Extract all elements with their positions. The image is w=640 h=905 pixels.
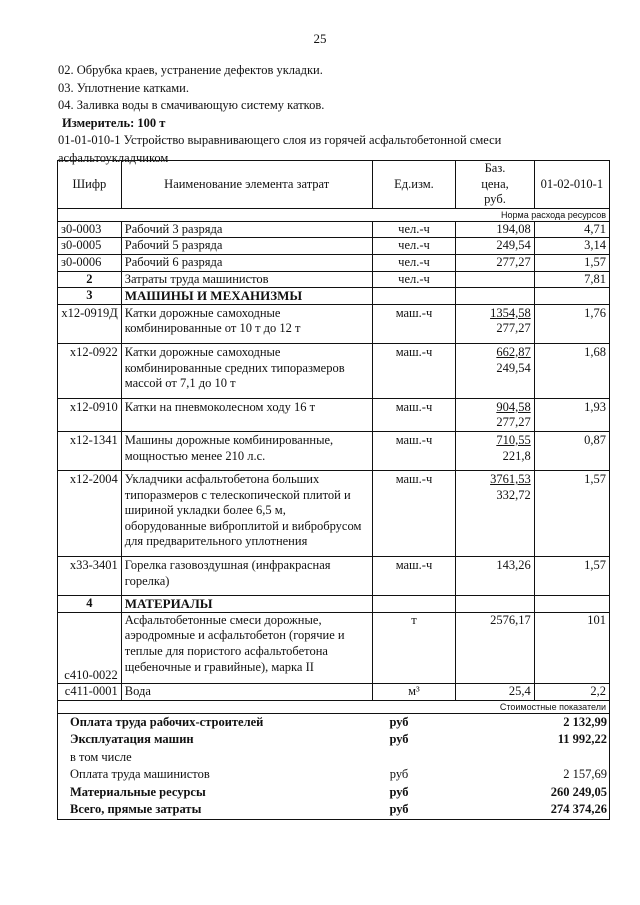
- row-code: з0-0005: [58, 238, 122, 255]
- summary-row: [58, 801, 611, 819]
- summary-label: Эксплуатация машин: [70, 732, 194, 747]
- row-unit: маш.-ч: [372, 431, 456, 470]
- workers-group: [58, 221, 610, 271]
- summary-row: [58, 749, 611, 767]
- section-row: [58, 288, 610, 305]
- base-price: 143,26: [496, 558, 531, 573]
- table-row: [58, 471, 610, 557]
- empty-cell: [534, 288, 609, 305]
- row-name: Катки дорожные самоходные комбинированные средних типоразмеров массой от 7,1 до 10 т: [121, 343, 372, 398]
- table-row: [58, 238, 610, 255]
- page-number: 25: [313, 31, 327, 46]
- row-price: 277,27: [456, 254, 534, 271]
- machinist-wage: 277,27: [496, 321, 531, 336]
- summary-value: 260 249,05: [550, 784, 607, 799]
- table-row: [58, 557, 610, 596]
- row-qty: 1,57: [534, 557, 609, 596]
- section-title: МАТЕРИАЛЫ: [121, 596, 372, 613]
- empty-cell: [372, 596, 456, 613]
- summary-value: 2 157,69: [563, 767, 607, 782]
- row-code: с410-0022: [58, 612, 122, 683]
- intro-line: 03. Уплотнение катками.: [58, 80, 189, 95]
- table-row: [58, 684, 610, 701]
- row-unit: маш.-ч: [372, 398, 456, 431]
- row-qty: 101: [534, 612, 609, 683]
- summary-value: 274 374,26: [550, 802, 607, 817]
- summary-row-container: [58, 713, 610, 819]
- table-title-line: асфальтоукладчиком: [58, 150, 169, 165]
- row-unit: маш.-ч: [372, 557, 456, 596]
- row-unit: чел.-ч: [372, 254, 456, 271]
- header-norm: 01-02-010-1: [534, 161, 609, 209]
- empty-cell: [439, 784, 514, 802]
- row-name: Катки дорожные самоходные комбинированные от 10 т до 12 т: [121, 304, 372, 343]
- header-code: Шифр: [58, 161, 122, 209]
- section-number: 3: [58, 288, 122, 305]
- header-name: Наименование элемента затрат: [121, 161, 372, 209]
- empty-cell: [534, 596, 609, 613]
- empty-cell: [439, 766, 514, 784]
- row-code: х12-1341: [58, 431, 122, 470]
- row-code: 2: [58, 271, 122, 288]
- summary-unit: руб: [389, 802, 409, 817]
- row-price: [456, 304, 534, 343]
- row-price: [456, 471, 534, 557]
- row-unit: чел.-ч: [372, 238, 456, 255]
- empty-cell: [456, 596, 534, 613]
- row-name: Машины дорожные комбинированные, мощностью менее 210 л.с.: [121, 431, 372, 470]
- header-unit: Ед.изм.: [372, 161, 456, 209]
- base-price: 710,55: [496, 432, 531, 447]
- cost-caption: Стоимостные показатели: [58, 700, 610, 713]
- cost-table: [57, 160, 610, 820]
- summary-row: [58, 766, 611, 784]
- base-price: 662,87: [496, 344, 531, 359]
- row-unit: чел.-ч: [372, 221, 456, 238]
- row-unit: маш.-ч: [372, 471, 456, 557]
- row-name: Рабочий 6 разряда: [121, 254, 372, 271]
- row-price: 194,08: [456, 221, 534, 238]
- machinist-wage: 249,54: [496, 360, 531, 375]
- table-row: [58, 612, 610, 683]
- intro-line: 02. Обрубка краев, устранение дефектов укладки.: [58, 63, 323, 77]
- section-number: 4: [58, 596, 122, 613]
- table-title-line: 01-01-010-1 Устройство выравнивающего слоя из горячей асфальтобетонной смеси: [58, 133, 502, 147]
- base-price: 3761,53: [490, 472, 531, 487]
- row-qty: 0,87: [534, 431, 609, 470]
- row-name: Горелка газовоздушная (инфракрасная горелка): [121, 557, 372, 596]
- row-code: х12-0922: [58, 343, 122, 398]
- section-title: МАШИНЫ И МЕХАНИЗМЫ: [121, 288, 372, 305]
- table-row: [58, 431, 610, 470]
- norm-caption: Норма расхода ресурсов: [58, 208, 610, 221]
- row-qty: 3,14: [534, 238, 609, 255]
- row-unit: т: [372, 612, 456, 683]
- summary-row: [58, 731, 611, 749]
- row-qty: 7,81: [534, 271, 609, 288]
- row-code: х12-0910: [58, 398, 122, 431]
- summary-table: [58, 714, 611, 819]
- summary-label: Материальные ресурсы: [70, 784, 206, 799]
- summary-unit: [359, 749, 439, 767]
- row-qty: 1,76: [534, 304, 609, 343]
- table-row: [58, 398, 610, 431]
- intro-line: 04. Заливка воды в смачивающую систему катков.: [58, 98, 325, 112]
- row-unit: маш.-ч: [372, 343, 456, 398]
- row-code: з0-0003: [58, 221, 122, 238]
- row-code: х12-2004: [58, 471, 122, 557]
- empty-cell: [439, 801, 514, 819]
- base-price: 904,58: [496, 399, 531, 414]
- row-price: [456, 343, 534, 398]
- row-unit: маш.-ч: [372, 304, 456, 343]
- machinist-wage: 277,27: [496, 415, 531, 430]
- machines-group: [58, 304, 610, 596]
- row-price: 25,4: [456, 684, 534, 701]
- table-header-row: [58, 161, 610, 209]
- row-qty: 1,93: [534, 398, 609, 431]
- norm-caption-row: [58, 208, 610, 221]
- empty-cell: [456, 288, 534, 305]
- summary-label: Всего, прямые затраты: [70, 802, 202, 817]
- summary-unit: руб: [389, 714, 409, 729]
- row-name: Вода: [121, 684, 372, 701]
- meter-label: Измеритель: 100 т: [62, 115, 166, 130]
- empty-cell: [372, 288, 456, 305]
- row-qty: 1,68: [534, 343, 609, 398]
- machinist-wage: 221,8: [502, 448, 531, 463]
- row-price: 2576,17: [456, 612, 534, 683]
- machinist-wage: 332,72: [496, 487, 531, 502]
- row-name: Асфальтобетонные смеси дорожные, аэродромные и асфальтобетон (горячие и теплые для пористого асфальтобетона щебеночные и гравийные), марка II: [121, 612, 372, 683]
- summary-label: Оплата труда машинистов: [70, 767, 210, 782]
- row-name: Рабочий 3 разряда: [121, 221, 372, 238]
- table-row: [58, 304, 610, 343]
- summary-label: в том числе: [70, 749, 132, 764]
- row-qty: 1,57: [534, 471, 609, 557]
- row-code: х33-3401: [58, 557, 122, 596]
- machinist-row: [58, 271, 610, 288]
- row-price: 249,54: [456, 238, 534, 255]
- row-name: Катки на пневмоколесном ходу 16 т: [121, 398, 372, 431]
- summary-unit: руб: [389, 767, 409, 782]
- row-price: [456, 271, 534, 288]
- summary-value: 2 132,99: [563, 714, 607, 729]
- row-unit: чел.-ч: [372, 271, 456, 288]
- table-row: [58, 343, 610, 398]
- summary-unit: руб: [389, 732, 409, 747]
- row-price: [456, 431, 534, 470]
- row-code: с411-0001: [58, 684, 122, 701]
- header-price: Баз. цена, руб.: [456, 161, 534, 209]
- table-row: [58, 254, 610, 271]
- summary-value: 11 992,22: [557, 732, 607, 747]
- empty-cell: [439, 731, 514, 749]
- base-price: 1354,58: [490, 305, 531, 320]
- row-name: Затраты труда машинистов: [121, 271, 372, 288]
- row-code: х12-0919Д: [58, 304, 122, 343]
- summary-unit: руб: [389, 784, 409, 799]
- row-qty: 1,57: [534, 254, 609, 271]
- intro-block: [58, 62, 598, 167]
- materials-group: [58, 612, 610, 700]
- summary-row: [58, 714, 611, 732]
- empty-cell: [439, 714, 514, 732]
- summary-value: [514, 749, 611, 767]
- section-row: [58, 596, 610, 613]
- summary-label: Оплата труда рабочих-строителей: [70, 714, 264, 729]
- summary-row: [58, 784, 611, 802]
- row-qty: 4,71: [534, 221, 609, 238]
- row-code: з0-0006: [58, 254, 122, 271]
- row-name: Укладчики асфальтобетона больших типоразмеров с телескопической плитой и шириной укладки более 6,5 м, оборудованные виброплитой и вибробрусом для предварительного уплотнения: [121, 471, 372, 557]
- cost-caption-row: [58, 700, 610, 713]
- row-unit: м³: [372, 684, 456, 701]
- empty-cell: [439, 749, 514, 767]
- table-row: [58, 221, 610, 238]
- row-qty: 2,2: [534, 684, 609, 701]
- row-price: [456, 557, 534, 596]
- row-price: [456, 398, 534, 431]
- row-name: Рабочий 5 разряда: [121, 238, 372, 255]
